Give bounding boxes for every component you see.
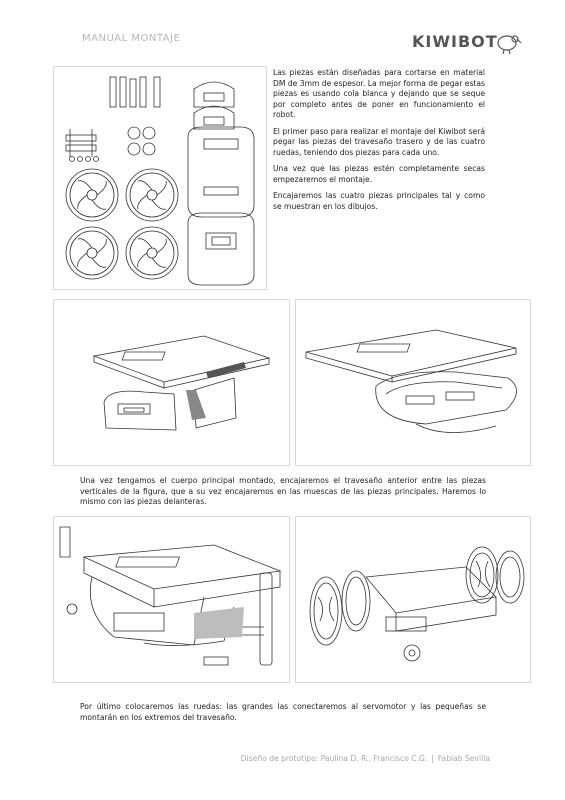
assembly-step-2-drawing [296,300,530,465]
page-footer [200,754,490,768]
assembly-step-1-drawing [54,300,289,465]
assembly-step-1-figure [53,299,290,466]
intro-paragraph: Las piezas están diseñadas para cortarse en material DM de 3mm de espesor. La mejor forma de pegar estas piezas es usando cola blanca y dejando que se seque por completo antes de poner en funcionamiento el robot. [273,68,485,119]
middle-text: Una vez tengamos el cuerpo principal montado, encajaremos el travesaño anterior entre las piezas verticales de la figura, que a su vez encajaremos en las muescas de las piezas principales. Haremos lo mismo con las piezas delanteras. [80,476,486,506]
footer-org: Fablab Sevilla [437,754,490,763]
kiwi-bird-icon [492,29,522,55]
assembly-step-3-figure [53,516,290,683]
document-title: MANUAL MONTAJE [82,33,181,44]
intro-paragraph: El primer paso para realizar el montaje del Kiwibot será pegar las piezas del travesaño trasero y de las cuatro ruedas, teniendo dos piezas para cada uno. [273,126,485,157]
logo-text: KIWIBOT [412,32,498,51]
assembly-step-4-drawing [296,517,530,682]
final-text: Por último colocaremos las ruedas: las grandes las conectaremos al servomotor y las pequeñas se montarán en los extremos del travesaño. [80,702,486,722]
footer-separator: | [431,754,434,763]
assembly-step-4-figure [295,516,531,683]
page-header [82,33,522,55]
parts-layout-drawing [54,67,266,289]
assembly-step-2-figure [295,299,531,466]
parts-layout-figure [53,66,267,290]
intro-paragraph: Encajaremos las cuatro piezas principales tal y como se muestran en los dibujos. [273,191,485,211]
assembly-step-3-drawing [54,517,289,682]
kiwibot-logo [412,29,522,55]
footer-credits: Diseño de prototipo: Paulina D. R., Francisco C.G. [240,754,428,763]
intro-text [273,68,485,218]
intro-paragraph: Una vez que las piezas estén completamente secas empezaremos el montaje. [273,164,485,184]
